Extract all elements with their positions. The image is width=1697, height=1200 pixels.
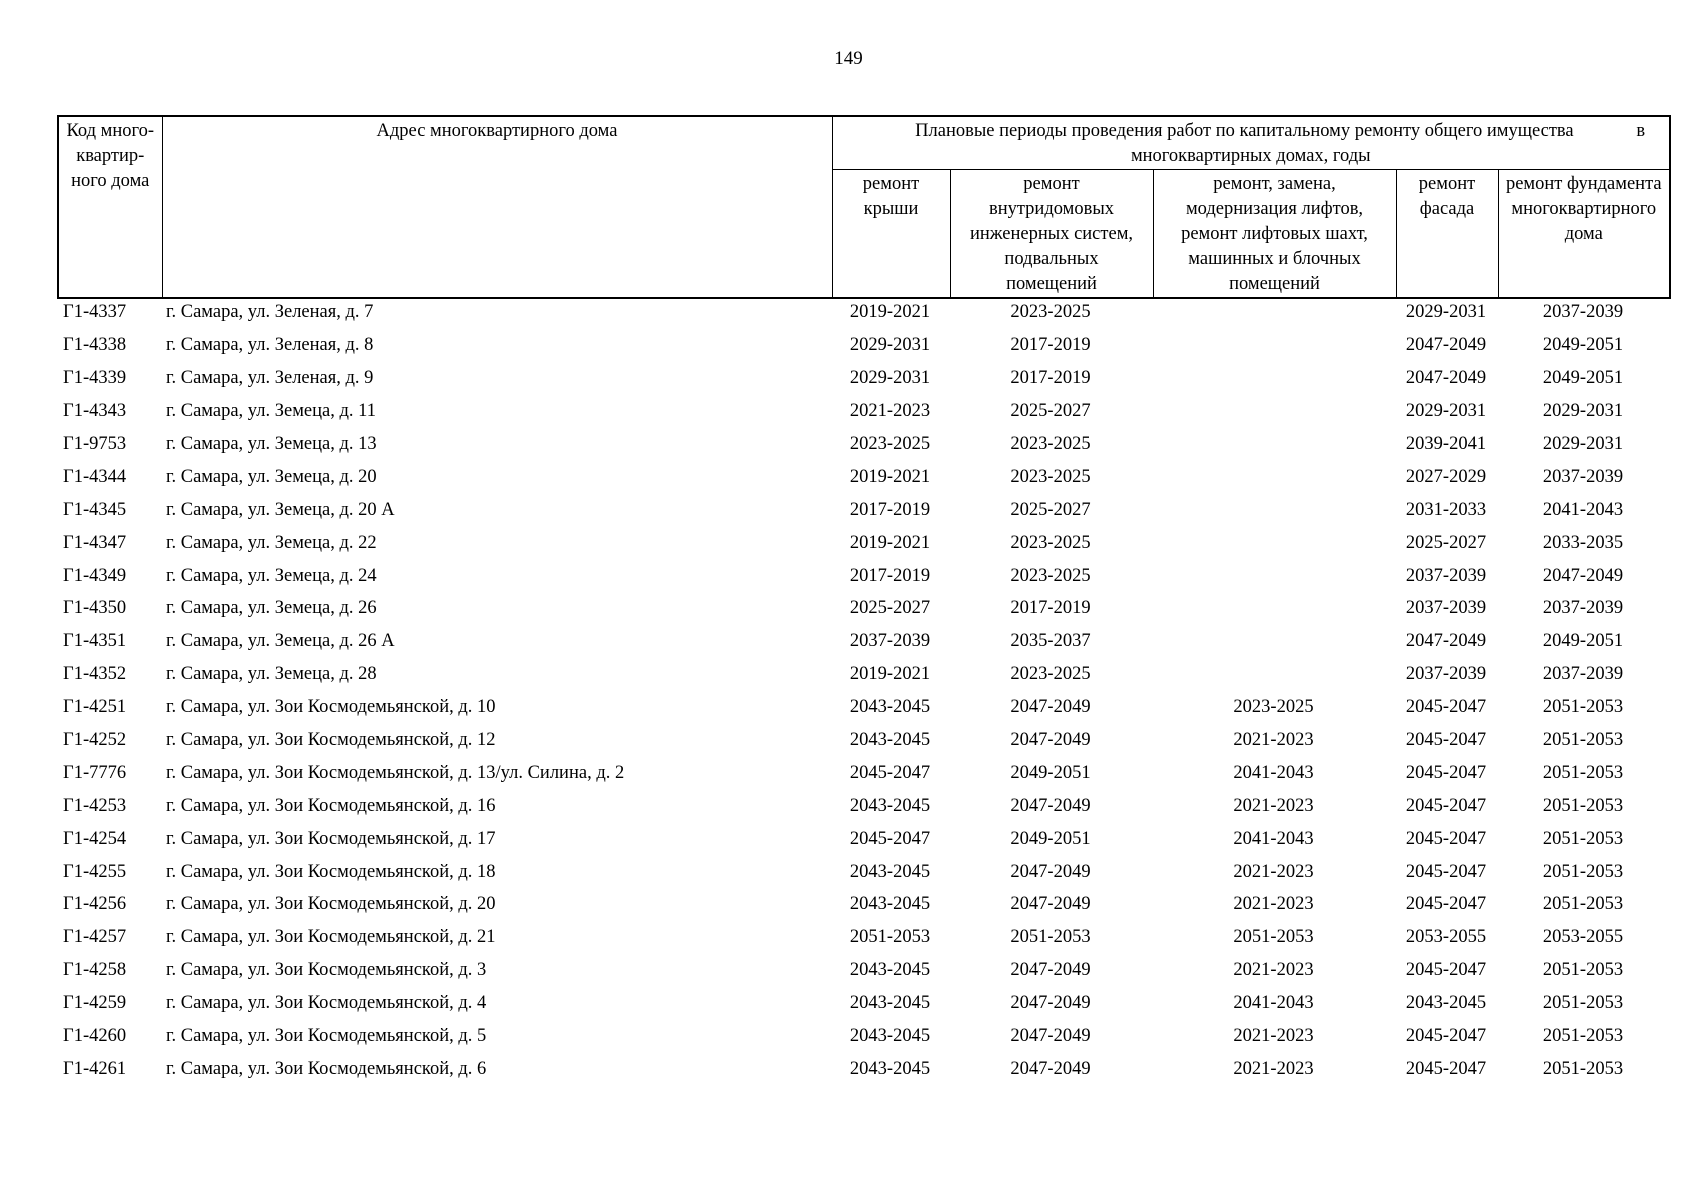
cell-foundation: 2049-2051 xyxy=(1542,335,1624,356)
cell-engineering: 2023-2025 xyxy=(1010,565,1091,586)
cell-roof: 2045-2047 xyxy=(849,762,931,783)
cell-foundation: 2051-2053 xyxy=(1542,762,1624,783)
table-row xyxy=(57,493,1669,526)
cell-address: г. Самара, ул. Зеленая, д. 8 xyxy=(166,335,374,356)
cell-foundation: 2037-2039 xyxy=(1542,466,1624,487)
cell-facade: 2029-2031 xyxy=(1405,302,1487,323)
table-row xyxy=(57,428,1669,461)
cell-roof: 2019-2021 xyxy=(849,664,931,685)
cell-engineering: 2025-2027 xyxy=(1010,499,1091,520)
cell-elevator: 2041-2043 xyxy=(1233,762,1314,783)
cell-foundation: 2051-2053 xyxy=(1542,1026,1624,1047)
cell-facade: 2045-2047 xyxy=(1405,1026,1487,1047)
cell-facade: 2045-2047 xyxy=(1405,697,1487,718)
cell-address: г. Самара, ул. Земеца, д. 28 xyxy=(166,664,377,685)
table-row xyxy=(57,954,1669,987)
table-row xyxy=(57,658,1669,691)
header-address xyxy=(162,116,832,298)
cell-elevator xyxy=(1152,625,1395,658)
cell-elevator xyxy=(1152,493,1395,526)
cell-engineering: 2023-2025 xyxy=(1010,466,1091,487)
cell-address: г. Самара, ул. Зои Космодемьянской, д. 13/ул. Силина, д. 2 xyxy=(166,762,625,783)
cell-roof: 2045-2047 xyxy=(849,828,931,849)
cell-address: г. Самара, ул. Земеца, д. 20 xyxy=(166,466,377,487)
cell-code: Г1-4261 xyxy=(63,1058,127,1079)
table-row xyxy=(57,526,1669,559)
cell-facade: 2039-2041 xyxy=(1405,434,1487,454)
cell-code: Г1-4258 xyxy=(63,960,127,981)
cell-engineering: 2047-2049 xyxy=(1010,697,1091,718)
cell-code: Г1-4339 xyxy=(63,368,127,389)
cell-facade: 2053-2055 xyxy=(1405,927,1487,948)
cell-roof: 2037-2039 xyxy=(849,631,931,652)
cell-code: Г1-4347 xyxy=(63,532,127,553)
cell-elevator: 2041-2043 xyxy=(1233,993,1314,1014)
cell-address: г. Самара, ул. Зеленая, д. 9 xyxy=(166,368,374,389)
cell-elevator: 2021-2023 xyxy=(1233,795,1314,816)
cell-engineering: 2047-2049 xyxy=(1010,894,1091,915)
cell-engineering: 2047-2049 xyxy=(1010,861,1091,882)
cell-elevator: 2021-2023 xyxy=(1233,730,1314,751)
cell-elevator: 2041-2043 xyxy=(1233,828,1314,849)
cell-roof: 2021-2023 xyxy=(849,401,931,422)
cell-roof: 2051-2053 xyxy=(849,927,931,948)
cell-address: г. Самара, ул. Зои Космодемьянской, д. 10 xyxy=(166,697,496,718)
header-planned-periods xyxy=(832,116,1670,170)
cell-foundation: 2051-2053 xyxy=(1542,1058,1624,1079)
cell-roof: 2043-2045 xyxy=(849,894,931,915)
page-number: 149 xyxy=(834,48,863,69)
cell-code: Г1-4260 xyxy=(63,1026,127,1047)
table-row xyxy=(57,822,1669,855)
cell-code: Г1-4255 xyxy=(63,861,127,882)
cell-code: Г1-4252 xyxy=(63,730,127,751)
cell-elevator xyxy=(1152,460,1395,493)
cell-address: г. Самара, ул. Зои Космодемьянской, д. 12 xyxy=(166,730,496,751)
cell-facade: 2045-2047 xyxy=(1405,828,1487,849)
cell-facade: 2031-2033 xyxy=(1405,499,1487,520)
table-row xyxy=(57,789,1669,822)
table-row xyxy=(57,362,1669,395)
table-row xyxy=(57,296,1669,329)
cell-engineering: 2047-2049 xyxy=(1010,730,1091,751)
cell-facade: 2037-2039 xyxy=(1405,598,1487,619)
cell-foundation: 2051-2053 xyxy=(1542,894,1624,915)
table-row xyxy=(57,691,1669,724)
cell-engineering: 2049-2051 xyxy=(1010,828,1091,849)
cell-address: г. Самара, ул. Земеца, д. 26 А xyxy=(166,631,395,652)
cell-engineering: 2047-2049 xyxy=(1010,1026,1091,1047)
cell-code: Г1-4351 xyxy=(63,631,127,652)
cell-address: г. Самара, ул. Земеца, д. 26 xyxy=(166,598,377,619)
table-row xyxy=(57,921,1669,954)
cell-foundation: 2047-2049 xyxy=(1542,565,1624,586)
table-row xyxy=(57,1052,1669,1085)
cell-foundation: 2029-2031 xyxy=(1542,434,1624,454)
schedule-table xyxy=(57,296,1669,1085)
cell-engineering: 2023-2025 xyxy=(1010,532,1091,553)
cell-foundation: 2033-2035 xyxy=(1542,532,1624,553)
cell-roof: 2019-2021 xyxy=(849,302,931,323)
cell-code: Г1-4338 xyxy=(63,335,127,356)
cell-roof: 2043-2045 xyxy=(849,1058,931,1079)
header-code xyxy=(58,116,162,298)
cell-address: г. Самара, ул. Зеленая, д. 7 xyxy=(166,302,374,323)
table-row xyxy=(57,756,1669,789)
cell-code: Г1-4253 xyxy=(63,795,127,816)
cell-foundation: 2041-2043 xyxy=(1542,499,1624,520)
cell-roof: 2017-2019 xyxy=(849,565,931,586)
header-planned-periods-line2: многоквартирных домах, годы xyxy=(1130,146,1371,166)
cell-code: Г1-4337 xyxy=(63,302,127,323)
cell-engineering: 2017-2019 xyxy=(1010,335,1091,356)
cell-facade: 2045-2047 xyxy=(1405,795,1487,816)
cell-foundation: 2051-2053 xyxy=(1542,730,1624,751)
cell-code: Г1-4343 xyxy=(63,401,127,422)
cell-code: Г1-4251 xyxy=(63,697,127,718)
cell-roof: 2019-2021 xyxy=(849,532,931,553)
cell-facade: 2027-2029 xyxy=(1405,466,1487,487)
cell-address: г. Самара, ул. Земеца, д. 22 xyxy=(166,532,377,553)
header-engineering-label: ремонт внутридомовых инженерных систем, подвальных помещений xyxy=(969,174,1134,294)
cell-roof: 2043-2045 xyxy=(849,697,931,718)
table-row xyxy=(57,559,1669,592)
cell-code: Г1-4352 xyxy=(63,664,127,685)
cell-address: г. Самара, ул. Земеца, д. 20 А xyxy=(166,499,395,520)
cell-elevator: 2021-2023 xyxy=(1233,861,1314,882)
cell-code: Г1-4349 xyxy=(63,565,127,586)
cell-foundation: 2051-2053 xyxy=(1542,828,1624,849)
cell-facade: 2045-2047 xyxy=(1405,730,1487,751)
table-row xyxy=(57,888,1669,921)
cell-foundation: 2053-2055 xyxy=(1542,927,1624,948)
cell-engineering: 2023-2025 xyxy=(1010,434,1091,454)
schedule-rows xyxy=(57,296,1669,1085)
cell-engineering: 2017-2019 xyxy=(1010,598,1091,619)
header-roof xyxy=(832,170,950,299)
cell-roof: 2023-2025 xyxy=(849,434,931,454)
cell-engineering: 2023-2025 xyxy=(1010,302,1091,323)
header-address-label: Адрес многоквартирного дома xyxy=(376,121,618,141)
cell-elevator: 2021-2023 xyxy=(1233,1058,1314,1079)
cell-elevator: 2021-2023 xyxy=(1233,894,1314,915)
cell-elevator xyxy=(1152,428,1395,461)
cell-address: г. Самара, ул. Земеца, д. 13 xyxy=(166,434,377,454)
table-row xyxy=(57,1020,1669,1053)
table-row xyxy=(57,592,1669,625)
cell-elevator xyxy=(1152,559,1395,592)
cell-foundation: 2029-2031 xyxy=(1542,401,1624,422)
cell-facade: 2047-2049 xyxy=(1405,335,1487,356)
cell-engineering: 2047-2049 xyxy=(1010,993,1091,1014)
cell-address: г. Самара, ул. Зои Космодемьянской, д. 6 xyxy=(166,1058,487,1079)
cell-address: г. Самара, ул. Земеца, д. 11 xyxy=(166,401,376,422)
cell-facade: 2037-2039 xyxy=(1405,664,1487,685)
cell-code: Г1-4344 xyxy=(63,466,127,487)
cell-roof: 2029-2031 xyxy=(849,335,931,356)
header-planned-periods-line1: в Плановые периоды проведения работ по капитальному ремонту общего имущества xyxy=(835,119,1668,144)
header-engineering xyxy=(950,170,1153,299)
cell-foundation: 2037-2039 xyxy=(1542,302,1624,323)
cell-code: Г1-4257 xyxy=(63,927,127,948)
cell-elevator xyxy=(1152,329,1395,362)
cell-elevator: 2021-2023 xyxy=(1233,1026,1314,1047)
header-roof-label: ремонт крыши xyxy=(862,174,920,219)
cell-elevator: 2021-2023 xyxy=(1233,960,1314,981)
cell-address: г. Самара, ул. Зои Космодемьянской, д. 20 xyxy=(166,894,496,915)
table-row xyxy=(57,724,1669,757)
table-row xyxy=(57,987,1669,1020)
cell-facade: 2029-2031 xyxy=(1405,401,1487,422)
header-planned-periods-tail: в xyxy=(1636,121,1646,141)
cell-engineering: 2047-2049 xyxy=(1010,795,1091,816)
cell-roof: 2043-2045 xyxy=(849,1026,931,1047)
cell-code: Г1-4254 xyxy=(63,828,127,849)
cell-address: г. Самара, ул. Зои Космодемьянской, д. 3 xyxy=(166,960,487,981)
cell-facade: 2047-2049 xyxy=(1405,368,1487,389)
cell-address: г. Самара, ул. Зои Космодемьянской, д. 4 xyxy=(166,993,487,1014)
cell-roof: 2019-2021 xyxy=(849,466,931,487)
cell-elevator xyxy=(1152,592,1395,625)
cell-foundation: 2049-2051 xyxy=(1542,631,1624,652)
cell-engineering: 2051-2053 xyxy=(1010,927,1091,948)
cell-engineering: 2049-2051 xyxy=(1010,762,1091,783)
cell-address: г. Самара, ул. Зои Космодемьянской, д. 21 xyxy=(166,927,496,948)
cell-engineering: 2035-2037 xyxy=(1010,631,1091,652)
cell-engineering: 2047-2049 xyxy=(1010,960,1091,981)
cell-roof: 2043-2045 xyxy=(849,795,931,816)
cell-elevator xyxy=(1152,658,1395,691)
cell-address: г. Самара, ул. Зои Космодемьянской, д. 16 xyxy=(166,795,496,816)
cell-address: г. Самара, ул. Земеца, д. 24 xyxy=(166,565,377,586)
cell-elevator: 2023-2025 xyxy=(1233,697,1314,718)
header-foundation xyxy=(1498,170,1670,299)
cell-foundation: 2051-2053 xyxy=(1542,697,1624,718)
cell-facade: 2047-2049 xyxy=(1405,631,1487,652)
table-row xyxy=(57,625,1669,658)
table-row xyxy=(57,855,1669,888)
cell-code: Г1-9753 xyxy=(63,434,127,454)
cell-address: г. Самара, ул. Зои Космодемьянской, д. 18 xyxy=(166,861,496,882)
cell-facade: 2045-2047 xyxy=(1405,960,1487,981)
cell-foundation: 2051-2053 xyxy=(1542,795,1624,816)
cell-engineering: 2017-2019 xyxy=(1010,368,1091,389)
cell-foundation: 2051-2053 xyxy=(1542,861,1624,882)
cell-address: г. Самара, ул. Зои Космодемьянской, д. 17 xyxy=(166,828,496,849)
cell-facade: 2037-2039 xyxy=(1405,565,1487,586)
header-code-label: Код много-квартир-ного дома xyxy=(66,121,155,191)
cell-facade: 2045-2047 xyxy=(1405,762,1487,783)
cell-foundation: 2037-2039 xyxy=(1542,598,1624,619)
cell-code: Г1-4259 xyxy=(63,993,127,1014)
header-elevator xyxy=(1153,170,1396,299)
cell-code: Г1-7776 xyxy=(63,762,127,783)
cell-code: Г1-4345 xyxy=(63,499,127,520)
cell-facade: 2045-2047 xyxy=(1405,861,1487,882)
cell-elevator xyxy=(1152,362,1395,395)
header-foundation-label: ремонт фундамента многоквартирного дома xyxy=(1505,174,1662,244)
cell-foundation: 2051-2053 xyxy=(1542,960,1624,981)
table-row xyxy=(57,395,1669,428)
cell-foundation: 2051-2053 xyxy=(1542,993,1624,1014)
cell-facade: 2043-2045 xyxy=(1405,993,1487,1014)
cell-facade: 2045-2047 xyxy=(1405,894,1487,915)
cell-engineering: 2025-2027 xyxy=(1010,401,1091,422)
table-row xyxy=(57,460,1669,493)
header-facade-label: ремонт фасада xyxy=(1418,174,1476,219)
cell-code: Г1-4256 xyxy=(63,894,127,915)
cell-facade: 2025-2027 xyxy=(1405,532,1487,553)
cell-elevator: 2051-2053 xyxy=(1233,927,1314,948)
cell-elevator xyxy=(1152,395,1395,428)
cell-elevator xyxy=(1152,296,1395,329)
header-facade xyxy=(1396,170,1498,299)
cell-roof: 2025-2027 xyxy=(849,598,931,619)
cell-engineering: 2047-2049 xyxy=(1010,1058,1091,1079)
cell-foundation: 2037-2039 xyxy=(1542,664,1624,685)
cell-engineering: 2023-2025 xyxy=(1010,664,1091,685)
table-row xyxy=(57,329,1669,362)
cell-roof: 2043-2045 xyxy=(849,861,931,882)
table-header xyxy=(57,115,1671,299)
cell-roof: 2043-2045 xyxy=(849,960,931,981)
cell-roof: 2043-2045 xyxy=(849,730,931,751)
cell-elevator xyxy=(1152,526,1395,559)
header-elevator-label: ремонт, замена, модернизация лифтов, ремонт лифтовых шахт, машинных и блочных помещений xyxy=(1181,174,1368,294)
cell-roof: 2017-2019 xyxy=(849,499,931,520)
cell-roof: 2043-2045 xyxy=(849,993,931,1014)
cell-code: Г1-4350 xyxy=(63,598,127,619)
cell-facade: 2045-2047 xyxy=(1405,1058,1487,1079)
cell-roof: 2029-2031 xyxy=(849,368,931,389)
cell-foundation: 2049-2051 xyxy=(1542,368,1624,389)
cell-address: г. Самара, ул. Зои Космодемьянской, д. 5 xyxy=(166,1026,487,1047)
